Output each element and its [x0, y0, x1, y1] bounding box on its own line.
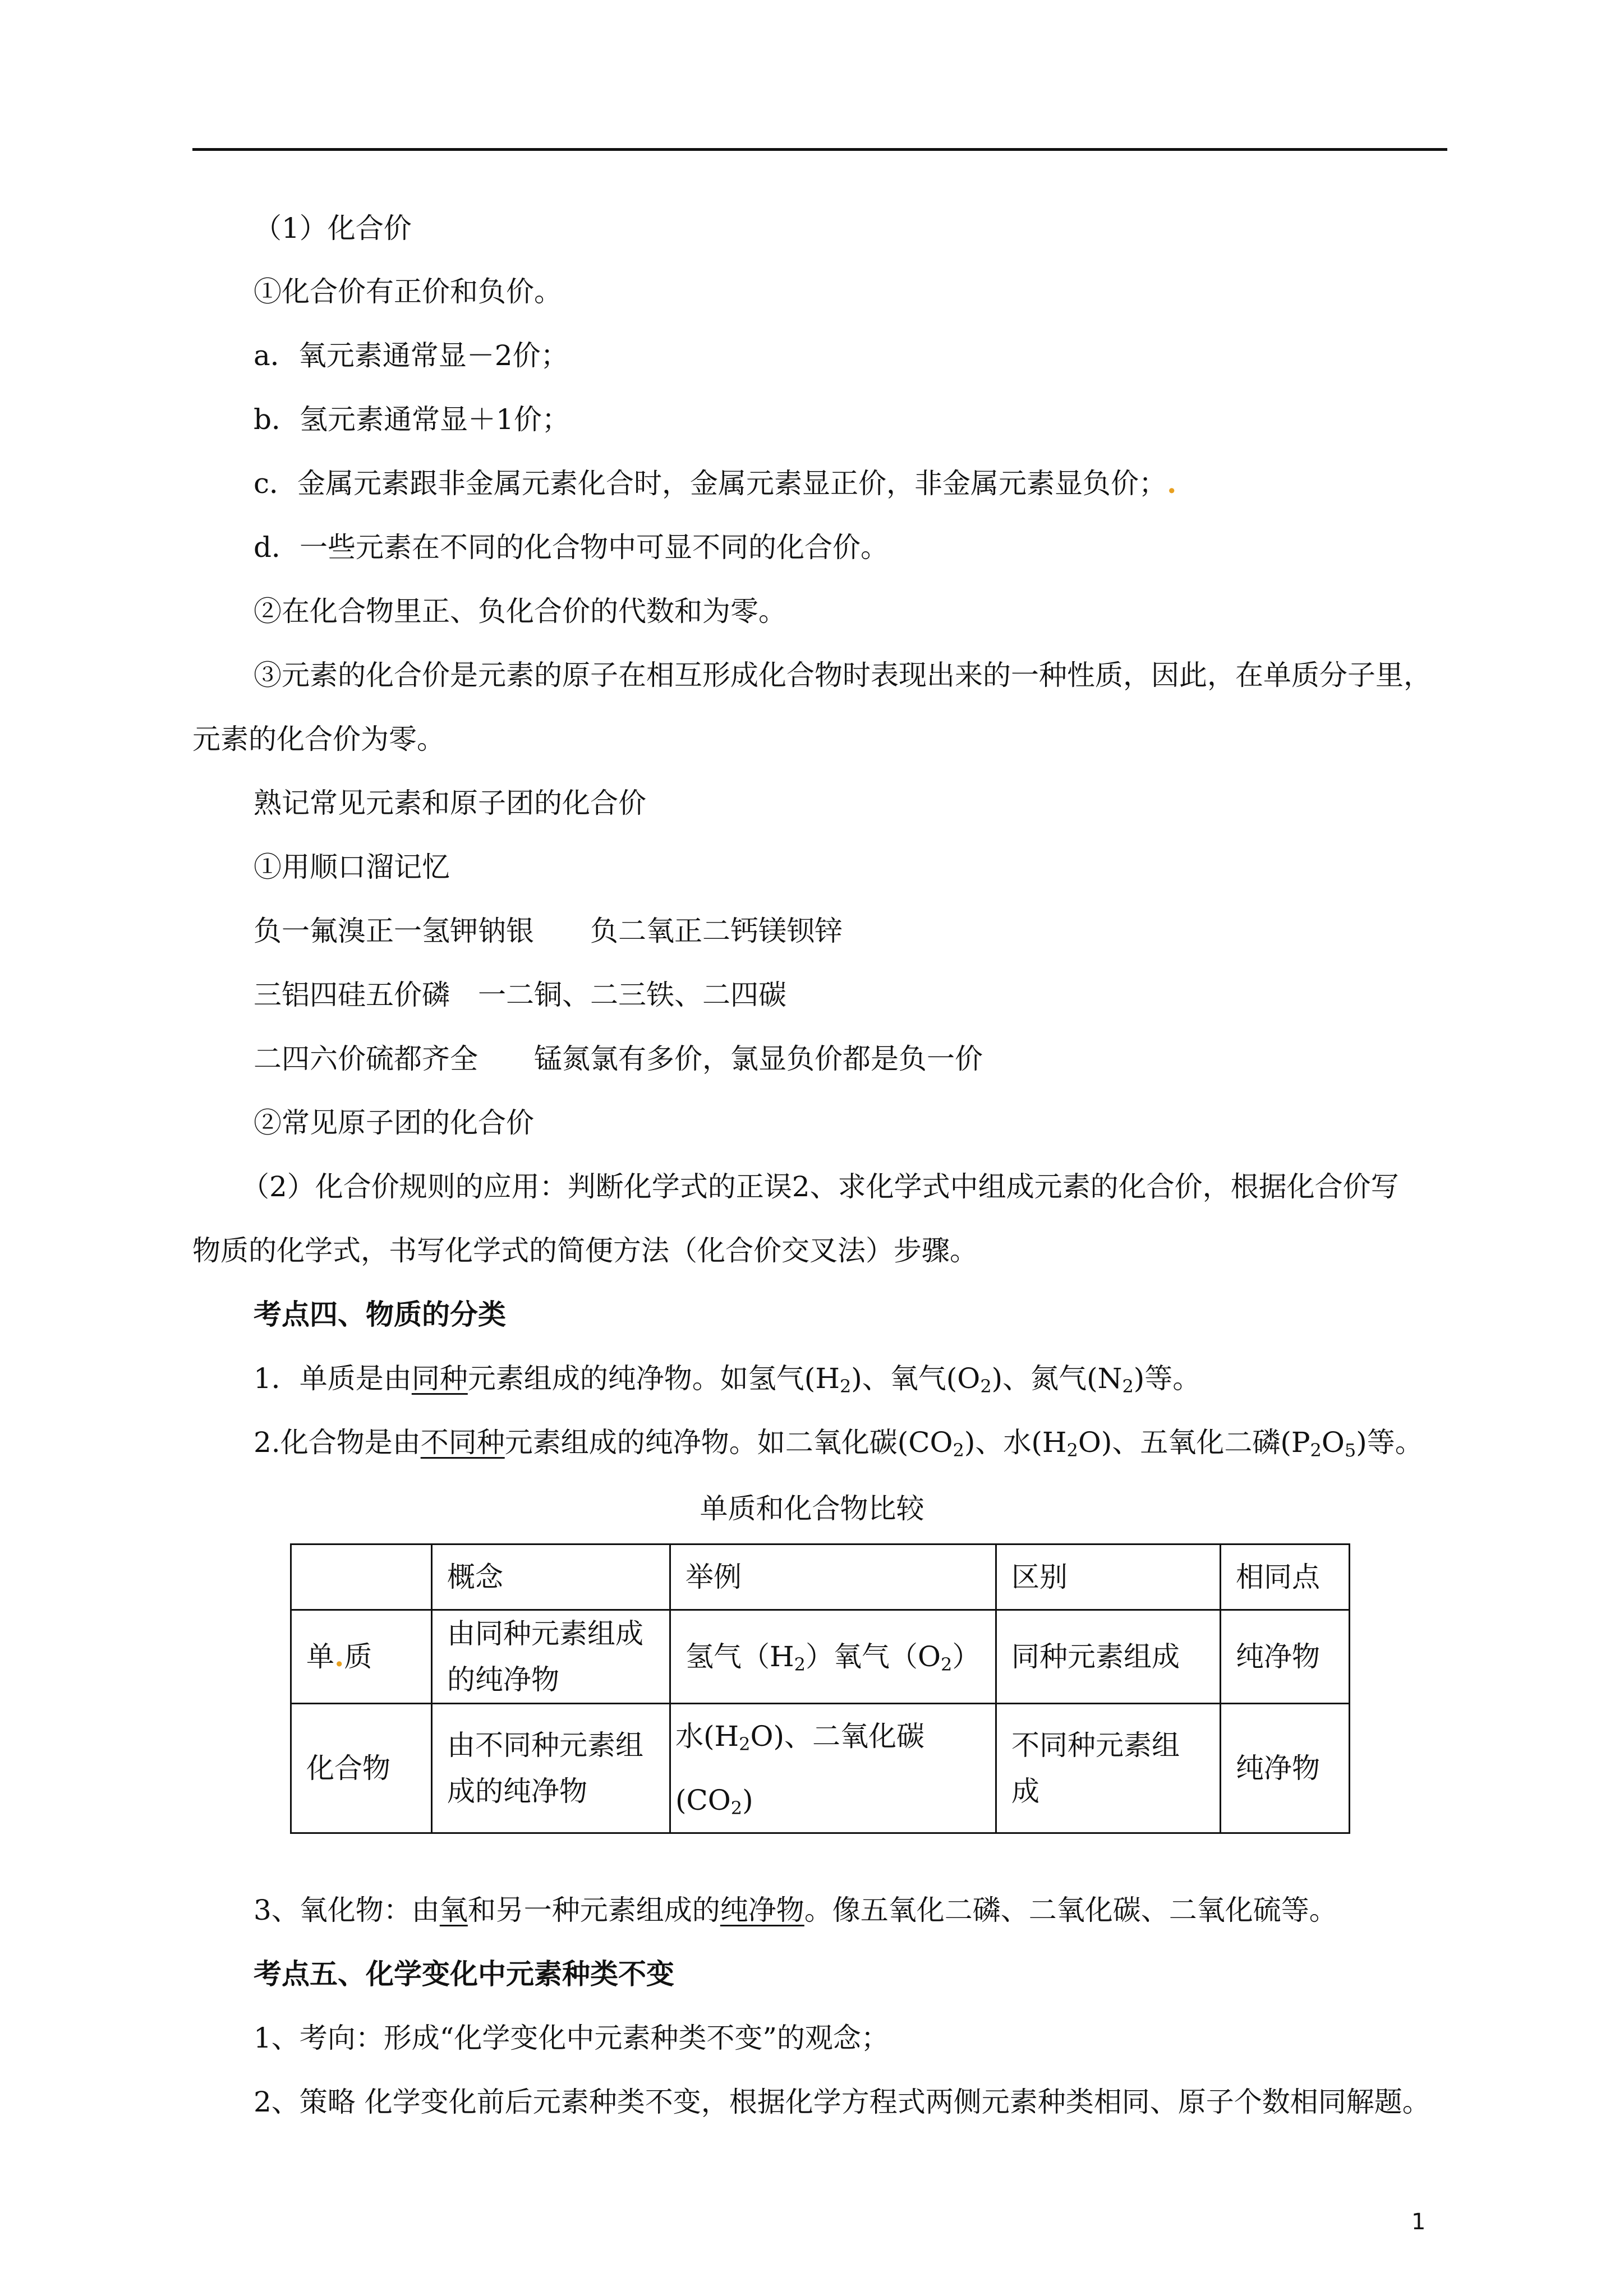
table-cell: 单.质 — [291, 1610, 432, 1704]
table-cell: 水$(H_2O)$、二氧化碳$(CO_2)$ — [670, 1704, 996, 1833]
text-line: ①用顺口溜记忆 — [254, 851, 450, 883]
text-line: ①化合价有正价和负价。 — [254, 275, 562, 308]
table-row — [291, 1610, 1350, 1704]
heading-valence: （1）化合价 — [254, 212, 412, 245]
page-number: 1 — [1411, 2209, 1426, 2235]
table-row — [291, 1704, 1350, 1833]
section-title: 考点五、化学变化中元素种类不变 — [254, 1957, 674, 1990]
text-line: ③元素的化合价是元素的原子在相互形成化合物时表现出来的一种性质，因此，在单质分子里， — [254, 659, 1432, 691]
comparison-table — [290, 1543, 1350, 1834]
text-line: a．氧元素通常显－2价； — [254, 339, 569, 372]
text-line: 1、考向：形成“化学变化中元素种类不变”的观念； — [254, 2022, 889, 2054]
rhyme-line: 三铝四硅五价磷 一二铜、二三铁、二四碳 — [254, 979, 786, 1011]
table-cell: 不同种元素组 成 — [996, 1704, 1221, 1833]
table-cell: 纯净物 — [1221, 1704, 1350, 1833]
table-header-cell: 区别 — [996, 1545, 1221, 1610]
rhyme-line: 二四六价硫都齐全 锰氮氯有多价，氯显负价都是负一价 — [254, 1043, 983, 1075]
text-line: ②常见原子团的化合价 — [254, 1106, 534, 1139]
text-line: 3、氧化物：由氧和另一种元素组成的纯净物。像五氧化二磷、二氧化碳、二氧化硫等。 — [254, 1894, 1337, 1926]
table-header-cell — [291, 1545, 432, 1610]
highlight-mark: . — [334, 1640, 344, 1673]
text-line: 1．单质是由同种元素组成的纯净物。如氢气$(H_2)$、氧气$(O_2)$、氮气$(N_2)$等。 — [254, 1362, 1201, 1397]
text-line: 物质的化学式，书写化学式的简便方法（化合价交叉法）步骤。 — [192, 1234, 978, 1267]
text-line: ②在化合物里正、负化合价的代数和为零。 — [254, 595, 786, 628]
rhyme-line: 负一氟溴正一氢钾钠银 负二氧正二钙镁钡锌 — [254, 915, 843, 947]
text-line: c．金属元素跟非金属元素化合时，金属元素显正价，非金属元素显负价；. — [254, 467, 1177, 500]
text-line: 2、策略 化学变化前后元素种类不变，根据化学方程式两侧元素种类相同、原子个数相同解题。 — [254, 2086, 1430, 2118]
table-cell: 化合物 — [291, 1704, 432, 1833]
table-header-row — [291, 1545, 1350, 1610]
header-rule — [192, 148, 1447, 151]
text-line: （2）化合价规则的应用：判断化学式的正误2、求化学式中组成元素的化合价，根据化合价写 — [241, 1170, 1399, 1203]
section-title: 考点四、物质的分类 — [254, 1298, 506, 1331]
table-header-cell: 概念 — [432, 1545, 670, 1610]
table-cell: 由同种元素组成 的纯净物 — [432, 1610, 670, 1704]
table-header-cell: 相同点 — [1221, 1545, 1350, 1610]
text-line: 2.化合物是由不同种元素组成的纯净物。如二氧化碳$(CO_2)$、水$(H_2O)$、五氧化二磷$(P_2O_5)$等。 — [254, 1426, 1423, 1461]
table-cell: 由不同种元素组 成的纯净物 — [432, 1704, 670, 1833]
table-caption: 单质和化合物比较 — [700, 1492, 924, 1525]
text-line: b．氢元素通常显＋1价； — [254, 403, 570, 436]
table-cell: 同种元素组成 — [996, 1610, 1221, 1704]
table-header-cell: 举例 — [670, 1545, 996, 1610]
highlight-mark: . — [1167, 467, 1177, 500]
text-line: d．一些元素在不同的化合物中可显不同的化合价。 — [254, 531, 889, 564]
text-line: 元素的化合价为零。 — [192, 723, 445, 755]
text-line: 熟记常见元素和原子团的化合价 — [254, 787, 646, 819]
table-cell: 氢气$(H_2)$氧气$(O_2)$ — [670, 1610, 996, 1704]
table-cell: 纯净物 — [1221, 1610, 1350, 1704]
